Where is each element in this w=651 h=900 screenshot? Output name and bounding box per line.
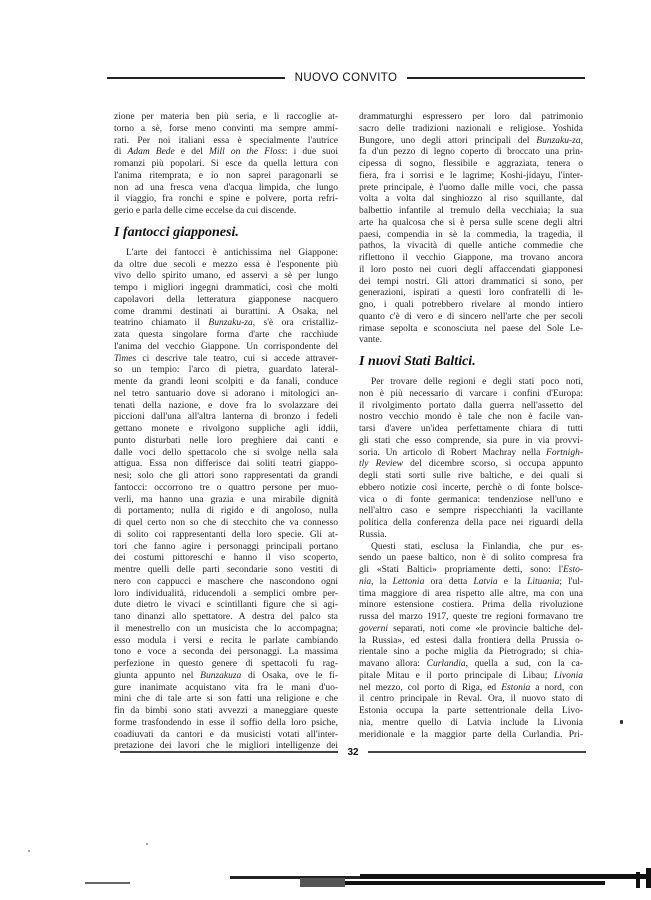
section-heading: I fantocci giapponesi. [114, 224, 239, 240]
text-line: come drammi destinati ai burattini. A Osaka, nel [114, 306, 338, 317]
text-line: so un tempio: l'arco di pietra, guardato lateral- [114, 365, 338, 376]
text-line: quanto c'è di vero e di sincero nell'arte che per secoli [359, 311, 583, 322]
text-line: l'anima del vecchio Giappone. Un corrispondente del [114, 341, 338, 352]
page-footer [120, 744, 586, 760]
left-column [114, 112, 338, 753]
italic-title: Mill on the Floss [208, 147, 285, 158]
text-line: rientale sino a poche miglia da Pietrogrado; si chia- [359, 647, 583, 658]
text-line: punto disturbati nelle loro preghiere dai canti e [114, 435, 338, 446]
text-line: teatrino chiamato il Bunzaku-za, s'è ora cristalliz- [114, 318, 338, 329]
text-line: tano dinanzi allo spettatore. A destra del palco sta [114, 612, 338, 622]
text-line: sacro delle tradizioni nazionali e religiose. Yoshida [359, 123, 583, 134]
text-line: Times ci descrive tale teatro, cui si accede attraver- [114, 353, 338, 364]
italic-title: Latvia [473, 576, 498, 587]
page-number: 32 [347, 746, 359, 758]
text-line: piccioni dall'una all'altra lanterna di bronzo i fedeli [114, 412, 338, 423]
text-line: l'anima ritemprata, e io non saprei paragonarli se [114, 170, 338, 181]
text-line: Estonia occupa la parte settentrionale della Livo- [359, 706, 583, 716]
text-line: governi separati, noti come «le provincie baltiche del- [359, 623, 583, 634]
text-line: dute dietro le vivaci e scintillanti figure che si agi- [114, 600, 338, 611]
text-line: prete principale, è l'uomo dalle mille voci, che passa [359, 182, 583, 193]
italic-title: Lettonia [392, 576, 425, 587]
text-line: mentre quelli delle parti secondarie sono vestiti di [114, 565, 338, 575]
text-line: nell'altro caso e sempre rispecchianti la vacillante [359, 506, 583, 517]
text-line: il rivolgimento portato dalla guerra nell'assetto del [359, 400, 583, 411]
text-line: il loro posto nei cuori degli affaccendati giapponesi [359, 264, 583, 275]
text-line: mini che di tale arte si son fatti una religione e che [114, 694, 338, 705]
text-line: pretazione dei lavori che le migliori intelligenze dei [114, 741, 338, 752]
text-line: il menestrello con un musicista che lo accompagna; [114, 623, 338, 634]
text-line: russa del marzo 1917, queste tre regioni formavano tre [359, 612, 583, 622]
text-line: di Adam Bede e del Mill on the Floss: i due suoi [114, 147, 339, 158]
text-line: tempo i migliori ingegni drammatici, così che molti [114, 283, 338, 293]
text-line: generazioni, ispirati a questi loro confratelli di le- [359, 288, 583, 299]
text-line: non è più necessario di varcare i confini d'Europa: [359, 388, 583, 399]
italic-title: Livonia [553, 670, 583, 681]
text-line: nostro vecchio mondo è tale che non è facile van- [359, 412, 583, 423]
text-line: ebbero notizie così incerte, perchè o di fonte bolsce- [359, 482, 583, 493]
text-line: fin da bimbi sono stati avvezzi a maneggiare queste [114, 706, 338, 716]
text-line: balbettio infantile al tremulo della vecchiaia; la sua [359, 206, 583, 216]
text-line: fiera, fra i sorrisi e le lagrime; Koshi-jidayu, l'inter- [359, 170, 583, 181]
text-line: nia, la Lettonia ora detta Latvia e la Lituania; l'ul- [359, 576, 584, 587]
text-line: zata questa singolare forma d'arte che racchiude [114, 330, 338, 340]
text-line: romanzi più popolari. Si esce da quella lettura con [114, 159, 338, 169]
text-line: tori che fanno agire i personaggi principali portano [114, 541, 338, 552]
text-line: giunta appunto nel Bunzakuza di Osaka, ove le fi- [114, 670, 338, 681]
italic-title: nia [359, 576, 372, 587]
italic-title: Bunzaku-za [536, 135, 581, 146]
text-line: gerio e parla delle cime eccelse da cui discende. [114, 206, 297, 216]
text-line: forme trasfondendo in esse il soffio della loro psiche, [114, 717, 338, 728]
text-line: soria. Un articolo di Robert Machray nella Fortnigh- [359, 447, 583, 458]
header-rule-left [107, 77, 285, 78]
text-line: fantocci: occorrono tre o quattro persone per muo- [114, 482, 338, 493]
text-line: torno a sè, forse meno convinti ma sempre ammi- [114, 123, 338, 134]
running-header [107, 70, 585, 86]
text-line: tarsi d'avere un'idea perfettamente chiara di tutti [359, 424, 583, 434]
text-line: di portamento; nulla di rigido e di angoloso, nulla [114, 506, 338, 517]
text-line: dei costumi pittoreschi e hanno il viso scoperto, [114, 553, 338, 564]
footer-rule-left [120, 751, 338, 752]
text-line: nia, mentre quello di Latvia include la Livonia [359, 717, 583, 728]
text-line: perfezione in questo genere di spettacoli fu rag- [114, 659, 338, 669]
text-line: coadiuvati da cantori e da musicisti votati all'inter- [114, 729, 338, 740]
text-line: gli «Stati Baltici» propriamente detti, sono: l'Esto- [359, 565, 583, 575]
text-line: pathos, la vivacità di quelle antiche commedie che [359, 241, 583, 252]
text-line: gettano monete e rivolgono suppliche agli iddii, [114, 424, 338, 434]
text-line: attigua. Essa non differisce dai soliti teatri giappo- [114, 459, 338, 470]
text-line: il centro principale in Reval. Ora, il nuovo stato di [359, 694, 583, 705]
text-line: tono e voce a seconda dei personaggi. La massima [114, 647, 338, 658]
text-line: nel tetro santuario dove si adorano i mitologici an- [114, 388, 338, 399]
text-line: tima maggiore di area rispetto alle altre, ma con una [359, 588, 583, 599]
text-line: dalle voci dello spettacolo che si svolge nella sala [114, 447, 338, 458]
text-line: mente da grandi leoni scolpiti e da fanali, conduce [114, 377, 338, 387]
italic-title: Bunzaku-za [208, 318, 253, 329]
text-line: meridionale e la maggior parte della Curlandia. Pri- [359, 729, 583, 740]
text-line: volta a volta dal singhiozzo al riso squillante, dal [359, 194, 583, 205]
italic-title: tly Review [359, 459, 404, 470]
text-line: Per trovare delle regioni e degli stati poco noti, [371, 377, 583, 387]
section-heading: I nuovi Stati Baltici. [359, 354, 476, 369]
text-line: esso modula i versi e recita le parlate cambiando [114, 635, 338, 646]
text-line: la Russia», ed estesi dalla frontiera della Prussia o- [359, 635, 583, 646]
text-line: drammaturghi espressero per loro dal patrimonio [359, 112, 583, 122]
right-column [359, 112, 583, 741]
text-line: mavano allora: Curlandia, quella a sud, con la ca- [359, 659, 584, 669]
text-line: tly Review del dicembre scorso, si occupa appunto [359, 459, 583, 470]
text-line: nesi; solo che gli attori sono rappresentati da grandi [114, 471, 338, 481]
text-line: vante. [359, 335, 382, 346]
text-line: di quel certo non so che di stecchito che va connesso [114, 518, 338, 528]
italic-title: Adam Bede [127, 147, 175, 158]
italic-title: Curlandia [426, 659, 466, 669]
text-line: tenati della nazione, e dove fra lo svolazzare dei [114, 400, 338, 411]
text-line: Questi stati, esclusa la Finlandia, che pur es- [371, 541, 583, 552]
text-line: rimase sepolta e sconosciuta nel paese del Sole Le- [359, 323, 583, 334]
text-line: gure inanimate acquistano vita fra le mani d'uo- [114, 682, 338, 693]
italic-title: governi [359, 623, 389, 634]
text-line: arte ha qualcosa che si è persa sulle scene degli altri [359, 217, 583, 228]
footer-rule-right [368, 751, 586, 752]
text-line: zione per materia ben più seria, e li raccoglie at- [114, 112, 338, 122]
italic-title: Lituania [527, 576, 560, 587]
journal-title: NUOVO CONVITO [294, 72, 398, 84]
text-line: non ad una fresca vena d'acqua limpida, che lungo [114, 182, 338, 193]
text-line: nel mezzo, col porto di Riga, ed Estonia a nord, con [359, 682, 583, 693]
text-line: paesi, compendia in sè la commedia, la tragedia, il [359, 229, 583, 240]
header-rule-right [407, 77, 585, 78]
text-line: vica o di fonte germanica: tendenziose nell'uno e [359, 494, 583, 505]
italic-title: Estonia [501, 682, 531, 693]
text-line: loro individualità, riducendoli a semplici ombre per- [114, 588, 338, 599]
text-line: gli stati che esso comprende, sia pure in via provvi- [359, 435, 583, 446]
text-line: capolavori della letteratura giapponese nacquero [114, 294, 338, 305]
text-line: minore estensione costiera. Prima della rivoluzione [359, 600, 583, 611]
text-line: riflettono il vecchio Giappone, ma trovano ancora [359, 253, 583, 263]
text-line: pitale Mitau e il porto principale di Libau; Livonia [359, 670, 583, 681]
text-line: degli stati sorti sulle rive baltiche, e dei quali si [359, 471, 583, 481]
text-line: da oltre due secoli e mezzo essa è l'esponente più [114, 259, 338, 270]
text-line: rati. Per noi italiani essa è specialmente l'autrice [114, 135, 338, 146]
text-line: cipessa di sogno, flessibile e aggraziata, tenera o [359, 159, 583, 169]
text-line: nero con cappucci e maschere che nascondono ogni [114, 576, 338, 587]
text-line: verli, ma hanno una grazia e una mirabile dignità [114, 494, 338, 505]
italic-title: Fortnigh- [546, 447, 583, 458]
text-line: vivo dello spirito umano, ed asservì a sè per lungo [114, 271, 338, 282]
italic-title: Times [114, 353, 137, 364]
text-line: gno, i quali potrebbero rivelare al mondo intiero [359, 300, 583, 310]
text-line: il viaggio, fra ronchi e spine e polvere, porta refri- [114, 194, 338, 205]
text-line: dei tempi nostri. Gli attori drammatici si sono, per [359, 276, 583, 287]
italic-title: Bunzakuza [200, 670, 242, 681]
text-line: L'arte dei fantocci è antichissima nel Giappone: [126, 247, 338, 258]
text-line: Russia. [359, 529, 387, 540]
text-line: Bungore, uno degli attori principali del Bunzaku-za, [359, 135, 583, 146]
italic-title: Esto- [562, 565, 583, 575]
text-line: politica della conferenza della pace nei riguardi della [359, 518, 583, 528]
text-line: sendo un paese baltico, non è di solito compresa fra [359, 553, 583, 564]
text-line: fa d'un pezzo di legno coperto di broccato una prin- [359, 147, 583, 158]
text-line: di solito coi rappresentanti della loro specie. Gli at- [114, 529, 338, 540]
